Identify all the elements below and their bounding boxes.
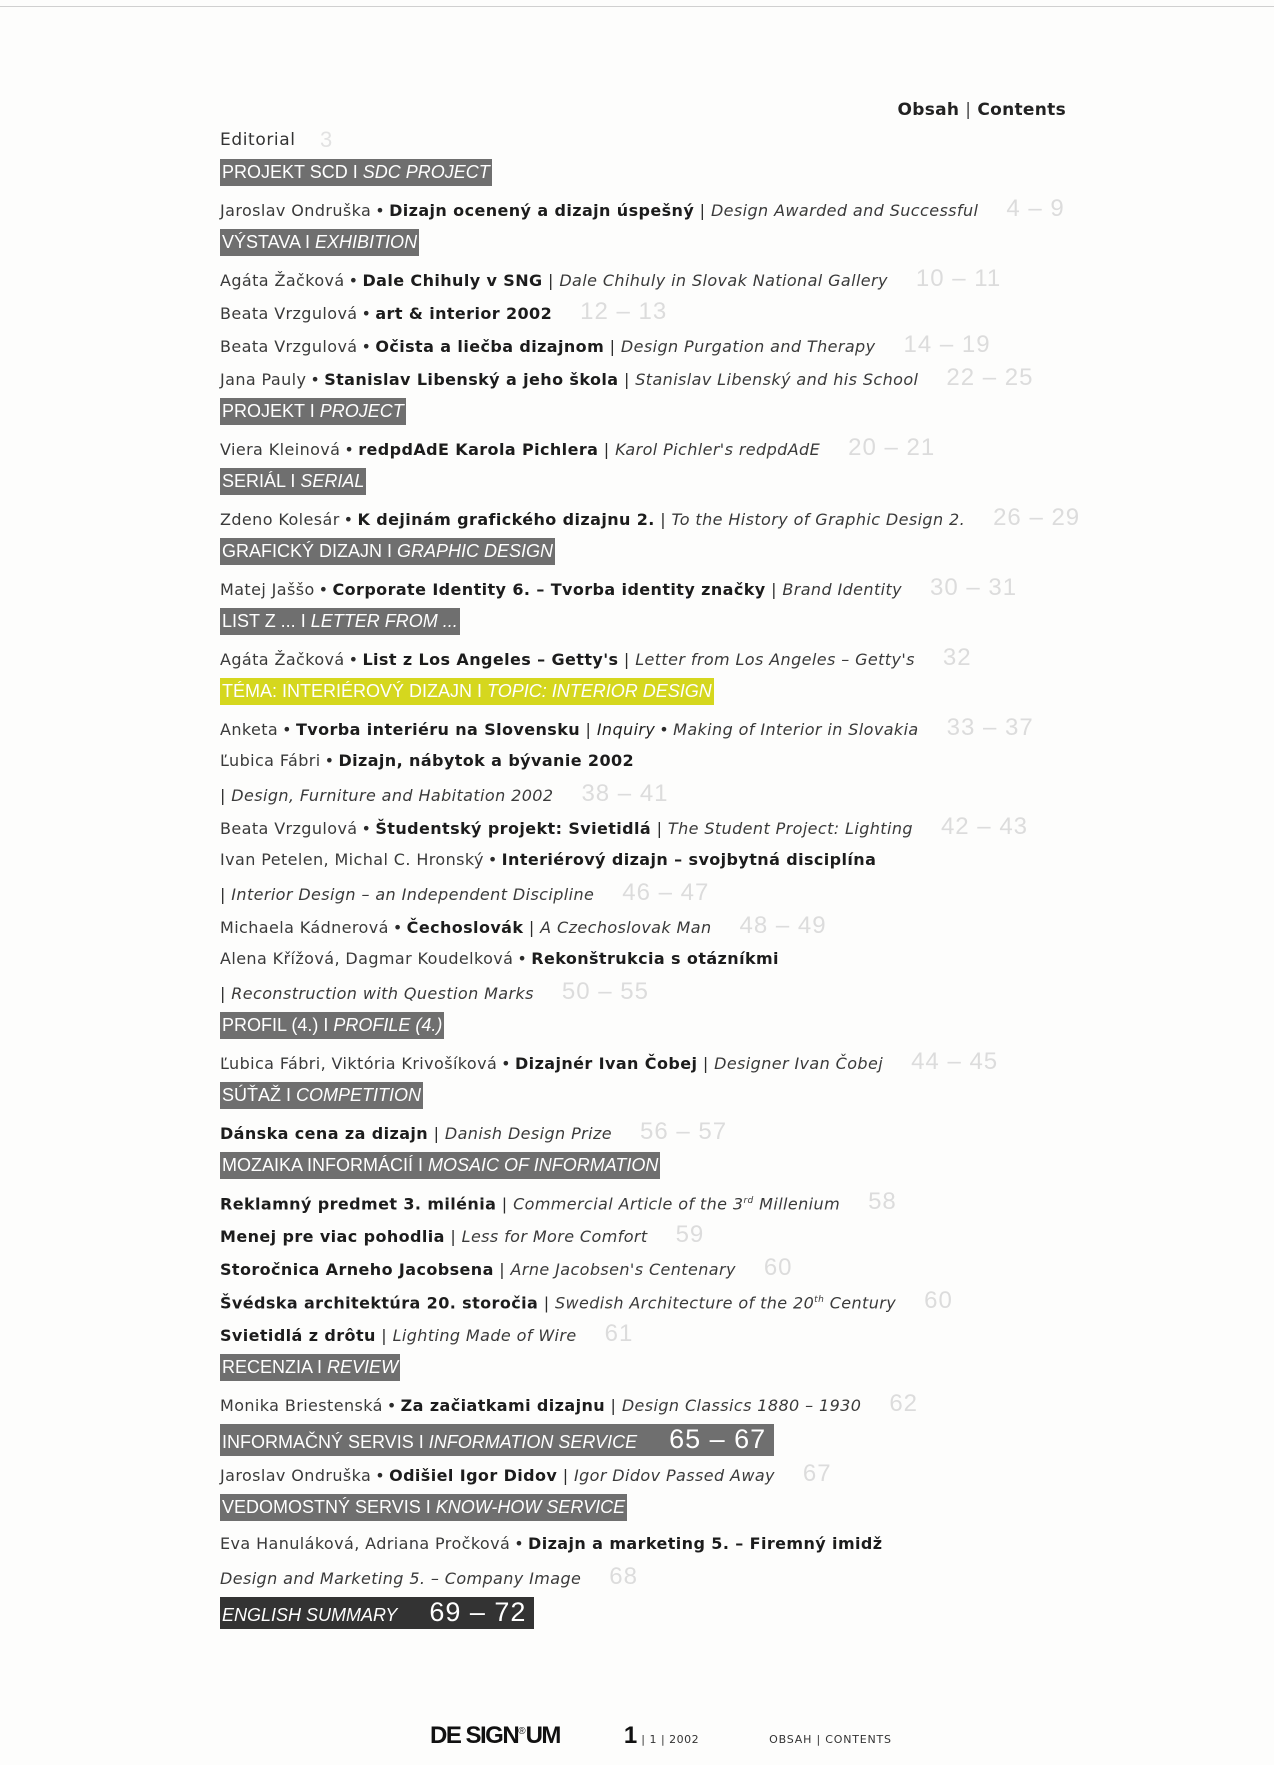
entry-pages: 4 – 9 bbox=[1006, 195, 1065, 222]
section-bar bbox=[220, 1082, 423, 1109]
section-bar bbox=[220, 398, 406, 425]
section-header[interactable] bbox=[220, 538, 1100, 571]
toc-groups bbox=[220, 159, 1100, 1630]
bullet: • bbox=[324, 751, 335, 770]
toc-entry[interactable] bbox=[220, 711, 1100, 744]
entry-english-tail: Century bbox=[824, 1293, 897, 1313]
magazine-logo bbox=[430, 1722, 560, 1750]
entry-author: Jana Pauly bbox=[220, 370, 307, 389]
entry-title: Dale Chihuly v SNG bbox=[362, 271, 543, 290]
entry-english: Making of Interior in Slovakia bbox=[673, 720, 919, 739]
section-label-sk: PROJEKT SCD bbox=[222, 162, 348, 182]
entry-english-sup: rd bbox=[743, 1196, 754, 1206]
entry-english: Swedish Architecture of the 20 bbox=[554, 1293, 815, 1313]
entry-english-sup: th bbox=[814, 1295, 825, 1305]
entry-english: The Student Project: Lighting bbox=[667, 819, 913, 838]
section-label-en: TOPIC: INTERIOR DESIGN bbox=[487, 681, 712, 701]
section-pages: 65 – 67 bbox=[669, 1424, 767, 1454]
bullet: • bbox=[310, 370, 321, 389]
entry-english: Less for More Comfort bbox=[461, 1227, 648, 1246]
entry-author: Viera Kleinová bbox=[220, 440, 341, 459]
entry-author: Ľubica Fábri, Viktória Krivošíková bbox=[220, 1054, 498, 1073]
table-of-contents bbox=[220, 125, 1100, 1630]
toc-entry[interactable] bbox=[220, 744, 1100, 777]
entry-pages: 20 – 21 bbox=[848, 434, 936, 461]
entry-english: Interior Design – an Independent Discipline bbox=[231, 885, 595, 904]
section-divider: I bbox=[312, 1357, 328, 1377]
title-separator: | bbox=[428, 1124, 445, 1143]
section-divider: I bbox=[413, 1432, 429, 1452]
section-bar bbox=[220, 678, 714, 705]
section-label-sk: SÚŤAŽ bbox=[222, 1085, 282, 1105]
title-separator: | bbox=[220, 786, 232, 805]
entry-english: Letter from Los Angeles – Getty's bbox=[635, 650, 915, 669]
entry-english: Commercial Article of the 3 bbox=[513, 1194, 744, 1214]
issue-number: 1 bbox=[623, 1722, 638, 1749]
section-label-en: INFORMATION SERVICE bbox=[428, 1432, 638, 1452]
toc-entry[interactable] bbox=[220, 328, 1100, 361]
title-separator: | bbox=[651, 819, 668, 838]
bullet: • bbox=[375, 201, 386, 220]
entry-pages: 60 bbox=[924, 1287, 953, 1315]
title-separator: | bbox=[542, 271, 560, 290]
toc-entry[interactable] bbox=[220, 1185, 1100, 1218]
section-label-en: PROJECT bbox=[319, 401, 404, 421]
header-contents: Contents bbox=[977, 100, 1066, 120]
entry-english-tail: Millenium bbox=[753, 1194, 841, 1214]
entry-author: Michaela Kádnerová bbox=[220, 918, 389, 937]
bullet: • bbox=[375, 1466, 386, 1485]
entry-title: Stanislav Libenský a jeho škola bbox=[324, 370, 619, 389]
toc-entry[interactable] bbox=[220, 777, 1100, 810]
section-label-en: EXHIBITION bbox=[315, 232, 418, 252]
entry-pages: 62 bbox=[889, 1390, 919, 1417]
title-separator: | bbox=[765, 580, 783, 599]
section-header[interactable] bbox=[220, 1494, 1100, 1527]
section-pages: 69 – 72 bbox=[429, 1597, 527, 1627]
section-divider: I bbox=[347, 162, 363, 182]
bullet: • bbox=[343, 510, 354, 529]
bullet: • bbox=[514, 1534, 525, 1553]
entry-pages: 59 bbox=[675, 1221, 705, 1248]
section-label-sk: MOZAIKA INFORMÁCIÍ bbox=[222, 1155, 414, 1175]
toc-entry[interactable] bbox=[220, 1527, 1100, 1560]
entry-english: Design Awarded and Successful bbox=[710, 201, 979, 220]
entry-author: Agáta Žačková bbox=[220, 650, 345, 669]
title-separator: | bbox=[604, 337, 621, 356]
toc-entry[interactable] bbox=[220, 1387, 1100, 1420]
section-header[interactable] bbox=[220, 1597, 1100, 1630]
editorial-entry[interactable] bbox=[220, 125, 1100, 155]
section-label-sk: LIST Z ... bbox=[222, 611, 296, 631]
editorial-label: Editorial bbox=[220, 130, 296, 150]
section-divider: I bbox=[472, 681, 488, 701]
page-footer bbox=[430, 1722, 892, 1752]
toc-entry[interactable] bbox=[220, 295, 1100, 328]
entry-title: Storočnica Arneho Jacobsena bbox=[220, 1260, 494, 1279]
section-divider: I bbox=[295, 611, 311, 631]
section-label-en: KNOW-HOW SERVICE bbox=[435, 1497, 626, 1517]
entry-english: Design and Marketing 5. – Company Image bbox=[220, 1569, 582, 1588]
entry-pages: 61 bbox=[604, 1320, 634, 1347]
entry-title: Dizajnér Ivan Čobej bbox=[515, 1054, 698, 1073]
entry-title: Dánska cena za dizajn bbox=[220, 1124, 429, 1143]
section-header[interactable] bbox=[220, 608, 1100, 641]
bullet: • bbox=[344, 440, 355, 459]
footer-title: OBSAH | CONTENTS bbox=[769, 1733, 892, 1746]
entry-english: Design Purgation and Therapy bbox=[620, 337, 876, 356]
toc-entry[interactable] bbox=[220, 262, 1100, 295]
entry-title: Dizajn, nábytok a bývanie 2002 bbox=[338, 751, 635, 770]
entry-pages: 48 – 49 bbox=[739, 912, 827, 939]
entry-title: Rekonštrukcia s otázníkmi bbox=[531, 949, 779, 968]
title-separator: | bbox=[538, 1293, 555, 1313]
section-bar bbox=[220, 229, 419, 256]
bullet: • bbox=[361, 337, 372, 356]
entry-pages: 14 – 19 bbox=[903, 331, 991, 358]
title-separator: | bbox=[618, 370, 636, 389]
entry-author: Zdeno Kolesár bbox=[220, 510, 340, 529]
toc-entry[interactable] bbox=[220, 942, 1100, 975]
section-divider: I bbox=[318, 1015, 334, 1035]
section-divider: I bbox=[304, 401, 320, 421]
toc-entry[interactable] bbox=[220, 641, 1100, 674]
section-divider: I bbox=[281, 1085, 297, 1105]
section-label-sk: RECENZIA bbox=[222, 1357, 313, 1377]
section-label-en: ENGLISH SUMMARY bbox=[222, 1605, 398, 1625]
section-header[interactable] bbox=[220, 159, 1100, 192]
entry-pages: 46 – 47 bbox=[622, 879, 710, 906]
section-label-sk: GRAFICKÝ DIZAJN bbox=[222, 541, 383, 561]
section-bar bbox=[220, 1152, 660, 1179]
logo-tail: UM bbox=[525, 1722, 560, 1749]
section-bar bbox=[220, 1424, 774, 1456]
entry-author: Alena Křížová, Dagmar Koudelková bbox=[220, 949, 514, 968]
editorial-page: 3 bbox=[320, 127, 333, 152]
entry-pages: 12 – 13 bbox=[580, 298, 668, 325]
section-bar bbox=[220, 608, 460, 635]
bullet: • bbox=[361, 819, 372, 838]
entry-title: redpdAdE Karola Pichlera bbox=[358, 440, 599, 459]
entry-title: Za začiatkami dizajnu bbox=[400, 1396, 606, 1415]
section-label-en: MOSAIC OF INFORMATION bbox=[428, 1155, 659, 1175]
section-header[interactable] bbox=[220, 678, 1100, 711]
entry-english: Design Classics 1880 – 1930 bbox=[621, 1396, 862, 1415]
entry-title: Čechoslovák bbox=[406, 918, 524, 937]
toc-entry[interactable] bbox=[220, 1251, 1100, 1284]
title-separator: | bbox=[605, 1396, 622, 1415]
toc-entry[interactable] bbox=[220, 571, 1100, 604]
entry-title: Študentský projekt: Svietidlá bbox=[375, 819, 652, 838]
toc-entry[interactable] bbox=[220, 1284, 1100, 1317]
section-header[interactable] bbox=[220, 1354, 1100, 1387]
section-label-en: GRAPHIC DESIGN bbox=[397, 541, 554, 561]
bullet: • bbox=[517, 949, 528, 968]
entry-author: Beata Vrzgulová bbox=[220, 304, 358, 323]
toc-entry[interactable] bbox=[220, 361, 1100, 394]
toc-entry[interactable] bbox=[220, 431, 1100, 464]
entry-english: To the History of Graphic Design 2. bbox=[671, 510, 966, 529]
title-separator: | bbox=[220, 885, 232, 904]
section-bar bbox=[220, 1597, 534, 1629]
section-header[interactable] bbox=[220, 1424, 1100, 1457]
entry-english: Lighting Made of Wire bbox=[392, 1326, 577, 1345]
entry-inquiry: Inquiry bbox=[596, 720, 656, 739]
toc-entry[interactable] bbox=[220, 975, 1100, 1008]
section-header[interactable] bbox=[220, 398, 1100, 431]
entry-pages: 60 bbox=[763, 1254, 793, 1281]
title-separator: | bbox=[697, 1054, 715, 1073]
entry-author: Matej Jaššo bbox=[220, 580, 315, 599]
section-label-sk: VEDOMOSTNÝ SERVIS bbox=[222, 1497, 421, 1517]
section-divider: I bbox=[413, 1155, 429, 1175]
entry-pages: 32 bbox=[942, 644, 972, 671]
section-divider: I bbox=[420, 1497, 436, 1517]
page-header bbox=[897, 100, 1066, 120]
entry-title: Dizajn a marketing 5. – Firemný imidž bbox=[528, 1534, 883, 1553]
section-label-en: SERIAL bbox=[300, 471, 365, 491]
section-divider: I bbox=[300, 232, 316, 252]
entry-english: Igor Didov Passed Away bbox=[573, 1466, 775, 1485]
entry-title: Očista a liečba dizajnom bbox=[375, 337, 605, 356]
logo-mark: ® bbox=[518, 1726, 526, 1737]
title-separator: | bbox=[375, 1326, 393, 1345]
entry-author: Beata Vrzgulová bbox=[220, 819, 358, 838]
entry-pages: 10 – 11 bbox=[915, 265, 1002, 292]
header-obsah: Obsah bbox=[897, 100, 960, 120]
issue-info: | 1 | 2002 bbox=[641, 1733, 700, 1746]
bullet: • bbox=[487, 850, 498, 869]
entry-english: Dale Chihuly in Slovak National Gallery bbox=[559, 271, 888, 290]
bullet: • bbox=[392, 918, 403, 937]
section-label-sk: INFORMAČNÝ SERVIS bbox=[222, 1432, 414, 1452]
bullet: • bbox=[386, 1396, 397, 1415]
title-separator: | bbox=[493, 1260, 511, 1279]
entry-author: Monika Briestenská bbox=[220, 1396, 383, 1415]
title-separator: | bbox=[580, 720, 597, 739]
entry-author: Ivan Petelen, Michal C. Hronský bbox=[220, 850, 484, 869]
title-separator: | bbox=[694, 201, 711, 220]
entry-english: Arne Jacobsen's Centenary bbox=[510, 1260, 736, 1279]
toc-entry[interactable] bbox=[220, 909, 1100, 942]
entry-title: List z Los Angeles – Getty's bbox=[362, 650, 619, 669]
toc-entry[interactable] bbox=[220, 1115, 1100, 1148]
entry-pages: 38 – 41 bbox=[581, 780, 669, 807]
top-rule bbox=[0, 6, 1274, 7]
entry-author: Jaroslav Ondruška bbox=[220, 1466, 372, 1485]
toc-entry[interactable] bbox=[220, 1045, 1100, 1078]
entry-english: A Czechoslovak Man bbox=[540, 918, 712, 937]
bullet: • bbox=[659, 720, 670, 739]
bullet: • bbox=[282, 720, 292, 739]
entry-title: Reklamný predmet 3. milénia bbox=[220, 1194, 497, 1214]
title-separator: | bbox=[496, 1194, 514, 1214]
entry-pages: 68 bbox=[609, 1563, 638, 1590]
toc-entry[interactable] bbox=[220, 192, 1100, 225]
entry-pages: 67 bbox=[802, 1460, 832, 1487]
section-bar bbox=[220, 538, 555, 565]
entry-author: Anketa bbox=[220, 720, 279, 739]
entry-title: Interiérový dizajn – svojbytná disciplína bbox=[501, 850, 877, 869]
bullet: • bbox=[501, 1054, 511, 1073]
entry-title: Menej pre viac pohodlia bbox=[220, 1227, 445, 1246]
entry-english: Designer Ivan Čobej bbox=[714, 1054, 884, 1073]
entry-pages: 56 – 57 bbox=[640, 1118, 728, 1145]
section-bar bbox=[220, 468, 366, 495]
entry-english: Design, Furniture and Habitation 2002 bbox=[231, 786, 554, 805]
title-separator: | bbox=[523, 918, 541, 937]
title-separator: | bbox=[618, 650, 636, 669]
section-label-en: REVIEW bbox=[327, 1357, 399, 1377]
entry-author: Agáta Žačková bbox=[220, 271, 345, 290]
entry-title: Dizajn ocenený a dizajn úspešný bbox=[389, 201, 695, 220]
toc-entry[interactable] bbox=[220, 1560, 1100, 1593]
toc-entry[interactable] bbox=[220, 810, 1100, 843]
entry-title: art & interior 2002 bbox=[375, 304, 553, 323]
title-separator: | bbox=[220, 984, 232, 1003]
bullet: • bbox=[361, 304, 372, 323]
section-header[interactable] bbox=[220, 468, 1100, 501]
entry-title: K dejinám grafického dizajnu 2. bbox=[357, 510, 655, 529]
toc-entry[interactable] bbox=[220, 1457, 1100, 1490]
entry-english: Danish Design Prize bbox=[444, 1124, 612, 1143]
entry-english: Karol Pichler's redpdAdE bbox=[615, 440, 821, 459]
section-divider: I bbox=[285, 471, 301, 491]
bullet: • bbox=[318, 580, 329, 599]
section-label-sk: SERIÁL bbox=[222, 471, 286, 491]
entry-author: Ľubica Fábri bbox=[220, 751, 321, 770]
section-bar bbox=[220, 1012, 444, 1039]
title-separator: | bbox=[654, 510, 672, 529]
entry-pages: 58 bbox=[868, 1188, 897, 1216]
entry-author: Beata Vrzgulová bbox=[220, 337, 358, 356]
title-separator: | bbox=[444, 1227, 462, 1246]
section-label-en: PROFILE (4.) bbox=[333, 1015, 443, 1035]
toc-entry[interactable] bbox=[220, 876, 1100, 909]
entry-title: Odišiel Igor Didov bbox=[389, 1466, 558, 1485]
entry-pages: 26 – 29 bbox=[993, 504, 1081, 531]
entry-english: Brand Identity bbox=[782, 580, 903, 599]
entry-title: Tvorba interiéru na Slovensku bbox=[295, 720, 581, 739]
entry-pages: 50 – 55 bbox=[561, 978, 649, 1005]
bullet: • bbox=[348, 650, 359, 669]
entry-english: Reconstruction with Question Marks bbox=[231, 984, 534, 1003]
section-header[interactable] bbox=[220, 1082, 1100, 1115]
section-label-en: LETTER FROM ... bbox=[310, 611, 458, 631]
section-bar bbox=[220, 159, 492, 186]
section-label-sk: PROFIL (4.) bbox=[222, 1015, 319, 1035]
section-label-sk: VÝSTAVA bbox=[222, 232, 301, 252]
section-header[interactable] bbox=[220, 1012, 1100, 1045]
toc-entry[interactable] bbox=[220, 1218, 1100, 1251]
entry-pages: 30 – 31 bbox=[930, 574, 1018, 601]
entry-title: Svietidlá z drôtu bbox=[220, 1326, 376, 1345]
section-label-sk: PROJEKT bbox=[222, 401, 305, 421]
entry-pages: 42 – 43 bbox=[940, 813, 1029, 840]
section-divider: I bbox=[382, 541, 398, 561]
entry-pages: 44 – 45 bbox=[911, 1048, 999, 1075]
entry-author: Jaroslav Ondruška bbox=[220, 201, 372, 220]
header-separator: | bbox=[965, 100, 972, 120]
section-label-en: SDC PROJECT bbox=[362, 162, 490, 182]
section-header[interactable] bbox=[220, 1152, 1100, 1185]
entry-author: Eva Hanuláková, Adriana Pročková bbox=[220, 1534, 511, 1553]
section-label-sk: TÉMA: INTERIÉROVÝ DIZAJN bbox=[222, 681, 473, 701]
section-label-en: COMPETITION bbox=[296, 1085, 422, 1105]
entry-title: Corporate Identity 6. – Tvorba identity značky bbox=[332, 580, 766, 599]
title-separator: | bbox=[598, 440, 616, 459]
logo-text: DE SIGN bbox=[430, 1722, 519, 1749]
entry-english: Stanislav Libenský and his School bbox=[635, 370, 919, 389]
entry-title: Švédska architektúra 20. storočia bbox=[220, 1293, 539, 1313]
toc-entry[interactable] bbox=[220, 501, 1100, 534]
section-bar bbox=[220, 1354, 400, 1381]
title-separator: | bbox=[557, 1466, 574, 1485]
bullet: • bbox=[348, 271, 359, 290]
entry-pages: 22 – 25 bbox=[946, 364, 1034, 391]
section-header[interactable] bbox=[220, 229, 1100, 262]
toc-entry[interactable] bbox=[220, 843, 1100, 876]
section-bar bbox=[220, 1494, 627, 1521]
entry-pages: 33 – 37 bbox=[946, 714, 1034, 741]
toc-entry[interactable] bbox=[220, 1317, 1100, 1350]
